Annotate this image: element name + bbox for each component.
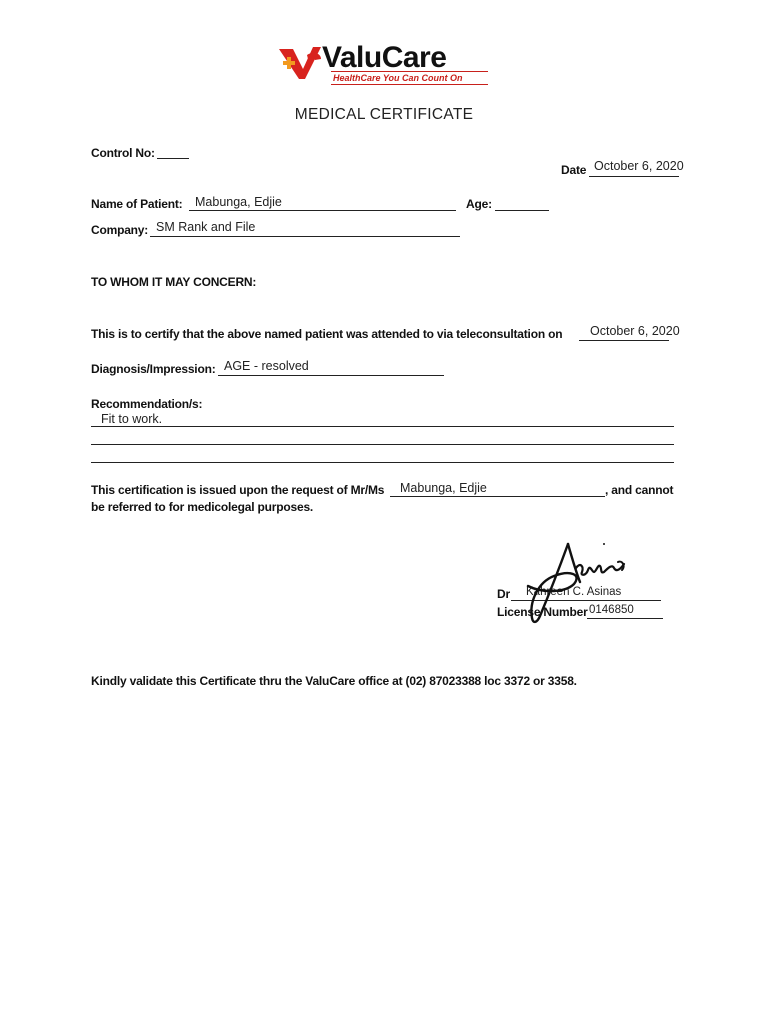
valucare-logo (277, 41, 492, 85)
age-field (495, 210, 549, 211)
doctor-name-value: Kahreen C. Asinas (526, 586, 622, 598)
patient-name-value: Mabunga, Edjie (195, 195, 282, 209)
salutation: TO WHOM IT MAY CONCERN: (91, 275, 257, 289)
request-statement-line2: be referred to for medicolegal purposes. (91, 500, 314, 514)
recommendation-line-2 (91, 444, 674, 445)
recommendation-line-1 (91, 426, 674, 427)
validation-note: Kindly validate this Certificate thru the ValuCare office at (02) 87023388 loc 3372 or 3358. (91, 674, 577, 688)
company-value: SM Rank and File (156, 220, 256, 234)
document-title: MEDICAL CERTIFICATE (294, 106, 474, 123)
certify-statement: This is to certify that the above named patient was attended to via teleconsultation on (91, 327, 563, 341)
consult-date-value: October 6, 2020 (590, 324, 680, 338)
date-field (589, 176, 679, 177)
age-label: Age: (466, 197, 492, 211)
logo-tagline: HealthCare You Can Count On (333, 73, 463, 83)
doctor-signature (510, 536, 640, 628)
medical-cross-vc-logo-icon (277, 43, 323, 81)
requestor-field (390, 496, 605, 497)
date-label: Date (561, 163, 587, 177)
control-no-label: Control No: (91, 146, 155, 160)
license-label: License Number (497, 605, 588, 619)
company-field (150, 236, 460, 237)
diagnosis-field (218, 375, 444, 376)
diagnosis-value: AGE - resolved (224, 359, 309, 373)
recommendation-value: Fit to work. (101, 412, 163, 426)
date-value: October 6, 2020 (594, 159, 684, 173)
recommendation-label: Recommendation/s: (91, 397, 203, 411)
logo-rule-bottom (331, 84, 488, 85)
request-suffix: , and cannot (605, 483, 674, 497)
logo-rule (331, 71, 488, 72)
request-statement: This certification is issued upon the request of Mr/Ms (91, 483, 385, 497)
consult-date-field (579, 340, 669, 341)
doctor-label: Dr (497, 587, 510, 601)
patient-name-field (189, 210, 456, 211)
recommendation-line-3 (91, 462, 674, 463)
control-no-field (157, 158, 189, 159)
license-value: 0146850 (589, 604, 634, 616)
patient-name-label: Name of Patient: (91, 197, 183, 211)
logo-name: ValuCare (322, 41, 447, 74)
requestor-value: Mabunga, Edjie (400, 481, 487, 495)
company-label: Company: (91, 223, 149, 237)
diagnosis-label: Diagnosis/Impression: (91, 362, 216, 376)
